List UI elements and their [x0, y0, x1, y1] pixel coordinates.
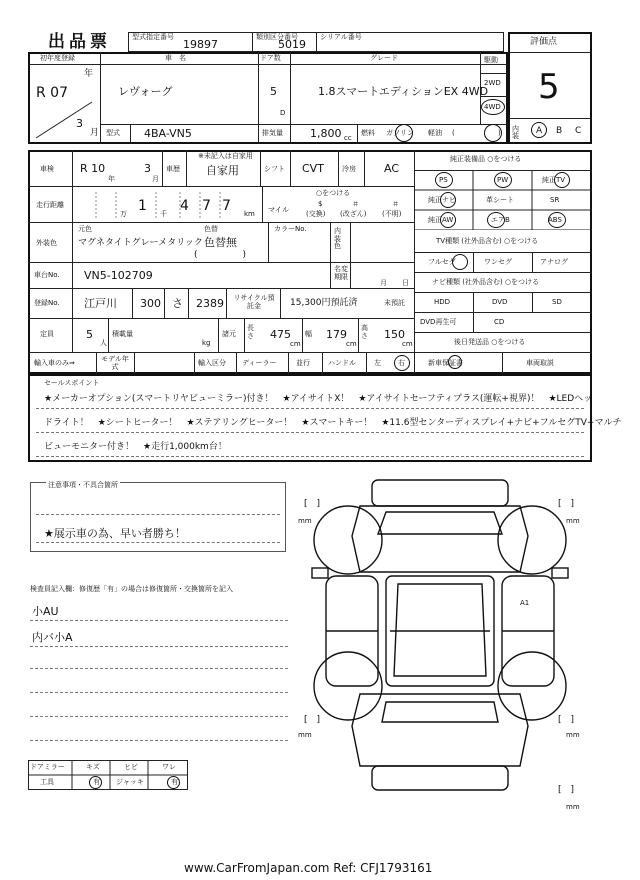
- reg-label: 登録No.: [34, 299, 60, 307]
- usage-label: 車歴: [166, 165, 180, 173]
- equip-leather: 革シート: [486, 196, 514, 204]
- mileage-attach: ○をつける: [316, 189, 351, 197]
- shift-label: シフト: [264, 165, 285, 173]
- legend-door-mirror: ドアミラー: [30, 763, 65, 771]
- fuel-light: 軽油: [428, 129, 442, 137]
- equip-airbag-circle: [487, 212, 505, 228]
- tv-title: TV種類 (社外品含む) ○をつける: [436, 237, 539, 245]
- legend-jack: ジャッキ: [116, 778, 144, 786]
- drive-4wd-circle: [481, 99, 505, 115]
- mm-front-left: mm: [298, 517, 312, 525]
- interior-a-circle: [531, 122, 547, 138]
- mileage-digit-4: 7: [222, 198, 231, 214]
- recycle-value: 15,300円預託済: [290, 298, 358, 308]
- equip-tv-circle: [554, 172, 570, 188]
- tv-oneseg: ワンセグ: [484, 258, 512, 266]
- interior-b: B: [556, 126, 563, 136]
- chassis-value: VN5-102709: [84, 269, 153, 282]
- length-value: 475: [270, 328, 291, 341]
- equip-navi-circle: [440, 192, 456, 208]
- displacement-value: 1,800: [310, 127, 342, 140]
- mileage-label: 走行距離: [36, 201, 64, 209]
- shaken-month: 3: [144, 162, 151, 175]
- caution-text: ★展示車の為、早い者勝ち！: [44, 527, 186, 540]
- equip-airbag: エアB: [491, 216, 510, 224]
- bracket-rear-right: [ ]: [558, 715, 575, 725]
- height-value: 150: [384, 328, 405, 341]
- mm-front-right: mm: [566, 517, 580, 525]
- import-class-label: 輸入区分: [198, 359, 226, 367]
- interior-color-label: 内装色: [334, 227, 341, 251]
- legend-jack-yes: 有: [171, 778, 178, 786]
- fuel-gasoline: ガソリン: [386, 129, 414, 137]
- sales-line-2: ドライト！ ★シートヒーター！ ★ステアリングヒーター！ ★スマートキー！ ★11.6型センターディスプレイ+ナビ+フルセグTV+マルチ: [44, 418, 622, 428]
- handle-right-circle: [394, 355, 410, 371]
- tv-analog: アナログ: [540, 258, 568, 266]
- length-label: 長さ: [247, 324, 254, 340]
- shaken-value: R 10: [80, 162, 106, 175]
- exchange-sym: $: [318, 200, 323, 208]
- height-unit: cm: [402, 340, 413, 348]
- sales-line-1: ★メーカーオプション(スマートリヤビューミラー)付き！ ★アイサイトX！ ★アイサイトセーフティプラス(運転+視界)！ ★LEDヘッ: [44, 394, 593, 404]
- color-number-label: 色替: [204, 225, 218, 233]
- mileage-sen-unit: 千: [160, 210, 167, 218]
- tampered-sym: ＃: [352, 200, 359, 208]
- bracket-front-right: [ ]: [558, 499, 575, 509]
- bracket-front-left: [ ]: [304, 499, 321, 509]
- first-reg-year-unit: 年: [84, 69, 94, 79]
- shaken-year-unit: 年: [108, 175, 115, 183]
- color-paren: ( ): [194, 250, 247, 260]
- cc-unit: cc: [344, 134, 352, 142]
- chassis-label: 車台No.: [34, 271, 60, 279]
- doors-label: ドア数: [260, 54, 281, 62]
- equip-tv: 純正TV: [542, 176, 566, 184]
- equip-aw-circle: [440, 212, 456, 228]
- model-year-label: モデル年式: [101, 355, 129, 371]
- color-no-label: カラーNo.: [274, 225, 307, 233]
- navi-sd: SD: [552, 298, 562, 306]
- mm-spare: mm: [566, 803, 580, 811]
- first-reg-month-unit: 月: [90, 128, 100, 138]
- usage-value: 自家用: [206, 164, 239, 177]
- width-value: 179: [326, 328, 347, 341]
- mileage-digit-3: 7: [202, 198, 211, 214]
- mileage-km-unit: km: [244, 210, 255, 218]
- grade-label: グレード: [370, 54, 398, 62]
- bracket-rear-left: [ ]: [304, 715, 321, 725]
- mm-rear-left: mm: [298, 731, 312, 739]
- inspector-line-2: 内バ小A: [32, 631, 73, 644]
- tampered-label: (改ざん): [340, 210, 367, 218]
- length-unit: cm: [290, 340, 301, 348]
- ruibetsu-label: 類別区分番号: [256, 33, 298, 41]
- capacity-value: 5: [86, 328, 93, 341]
- height-label: 高さ: [361, 324, 368, 340]
- later-manual: 車両取説: [526, 359, 554, 367]
- tv-fullseg: フルセグ: [428, 258, 456, 266]
- caution-title: 注意事項・不具合箇所: [48, 481, 118, 489]
- serial-label: シリアル番号: [320, 33, 362, 41]
- fuel-other-close: ): [498, 129, 501, 137]
- legend-tools-yes-circle: [89, 776, 102, 789]
- navi-title: ナビ種類 (社外品含む) ○をつける: [432, 278, 540, 286]
- fuel-gasoline-circle: [395, 124, 413, 142]
- dims-label: 諸元: [222, 330, 236, 338]
- name-change-label: 名変期限: [334, 265, 348, 281]
- width-unit: cm: [346, 340, 357, 348]
- doors-sub: D: [280, 109, 286, 117]
- fuel-other-open: (: [452, 129, 455, 137]
- first-reg-year: R 07: [36, 85, 68, 101]
- parallel-label: 並行: [296, 359, 310, 367]
- fuel-label: 燃料: [361, 129, 375, 137]
- equip-pw-circle: [494, 172, 512, 188]
- model-value: 4BA-VN5: [144, 127, 192, 140]
- katashiki-label: 型式指定番号: [132, 33, 174, 41]
- color-label: 外装色: [36, 239, 57, 247]
- tv-fullseg-circle: [452, 254, 468, 270]
- displacement-label: 排気量: [262, 129, 283, 137]
- handle-right: 右: [398, 359, 405, 367]
- recycle-label: リサイクル預託金: [233, 294, 275, 311]
- equip-aw: 純正AW: [428, 216, 454, 224]
- drive-4wd: 4WD: [484, 103, 501, 111]
- doors-value: 5: [270, 85, 277, 98]
- handle-label: ハンドル: [328, 359, 356, 367]
- ac-value: AC: [384, 162, 400, 175]
- legend-crack: ヒビ: [124, 763, 138, 771]
- sales-title: セールスポイント: [44, 379, 100, 387]
- sales-line-3: ビューモニター付き！ ★走行1,000km台！: [44, 442, 227, 452]
- legend-jack-yes-circle: [167, 776, 180, 789]
- color-original-value: マグネタイトグレーメタリック: [78, 238, 203, 248]
- inspector-line-1: 小AU: [32, 605, 59, 618]
- equip-ps: PS: [439, 176, 448, 184]
- legend-scratch: キズ: [86, 763, 100, 771]
- drive-2wd: 2WD: [484, 79, 501, 87]
- reg-class: 300: [140, 297, 161, 310]
- document-title: 出品票: [48, 32, 111, 52]
- car-name-value: レヴォーグ: [118, 85, 173, 98]
- interior-c: C: [575, 126, 582, 136]
- import-label: 輸入車のみ⇒: [34, 359, 75, 367]
- unknown-label: (不明): [382, 210, 402, 218]
- load-label: 積載量: [112, 330, 133, 338]
- cd-label: CD: [494, 318, 505, 326]
- width-label: 幅: [305, 330, 312, 338]
- reg-number: 2389: [196, 297, 224, 310]
- reg-kana: さ: [172, 297, 183, 310]
- car-damage-diagram: [290, 476, 590, 806]
- fuel-other-circle: [484, 124, 502, 142]
- legend-tools-yes: 有: [93, 778, 100, 786]
- unknown-sym: ＃: [392, 200, 399, 208]
- name-change-month: 月: [380, 279, 387, 287]
- reg-area: 江戸川: [84, 297, 117, 310]
- navi-dvd: DVD: [492, 298, 508, 306]
- legend-tools: 工具: [40, 778, 54, 786]
- interior-a: A: [536, 126, 543, 136]
- load-unit: kg: [202, 339, 211, 347]
- shift-value: CVT: [302, 162, 324, 175]
- equip-navi: 純正ナビ: [428, 196, 456, 204]
- mm-rear-right: mm: [566, 731, 580, 739]
- car-name-label: 車 名: [165, 54, 186, 62]
- score-label: 評価点: [530, 37, 558, 47]
- shaken-label: 車検: [40, 165, 54, 173]
- later-title: 後日発送品 ○をつける: [454, 338, 526, 346]
- damage-mark-a1: A1: [520, 599, 530, 607]
- score-value: 5: [538, 67, 560, 107]
- mile-label: マイル: [268, 206, 289, 214]
- recycle-unpaid: 未預託: [384, 299, 405, 307]
- first-reg-label: 初年度登録: [40, 54, 75, 62]
- equip-sr: SR: [550, 196, 560, 204]
- ac-label: 冷房: [342, 165, 356, 173]
- equip-abs: ABS: [548, 216, 562, 224]
- exchange-label: (交換): [306, 210, 326, 218]
- dvd-player-label: DVD再生可: [420, 318, 457, 326]
- katashiki-value: 19897: [183, 38, 218, 51]
- mileage-man-unit: 万: [120, 210, 127, 218]
- handle-left: 左: [374, 359, 381, 367]
- name-change-day: 日: [402, 279, 409, 287]
- equipment-title: 純正装備品 ○をつける: [450, 155, 522, 163]
- capacity-unit: 人: [100, 339, 107, 347]
- footer-reference: www.CarFromJapan.com Ref: CFJ1793161: [184, 861, 433, 875]
- legend-break: ワレ: [162, 763, 176, 771]
- color-change-value: 色替無: [204, 236, 237, 249]
- capacity-label: 定員: [40, 330, 54, 338]
- shaken-month-unit: 月: [152, 175, 159, 183]
- interior-label: 内装: [512, 125, 519, 140]
- ruibetsu-value: 5019: [278, 38, 306, 51]
- equip-pw: PW: [497, 176, 509, 184]
- first-reg-diagonal: [32, 96, 96, 140]
- first-reg-month: 3: [76, 117, 83, 130]
- drive-label: 駆動: [484, 56, 498, 64]
- equip-ps-circle: [435, 172, 453, 188]
- mileage-digit-2: 4: [180, 198, 189, 214]
- mileage-digit-1: 1: [138, 198, 147, 214]
- model-label: 型式: [106, 129, 120, 137]
- navi-hdd: HDD: [434, 298, 451, 306]
- color-original-label: 元色: [78, 225, 92, 233]
- grade-value: 1.8スマートエディションEX 4WD: [318, 85, 489, 98]
- dealer-label: ディーラー: [242, 359, 277, 367]
- bracket-spare: [ ]: [558, 785, 575, 795]
- inspector-title: 検査員記入欄：修復歴「有」の場合は修復箇所・交換箇所を記入: [30, 585, 233, 593]
- later-warranty-circle: [448, 355, 462, 369]
- equip-abs-circle: [548, 212, 566, 228]
- usage-note: ※未記入は自家用: [198, 152, 253, 160]
- later-warranty: 新車保証書: [428, 359, 463, 367]
